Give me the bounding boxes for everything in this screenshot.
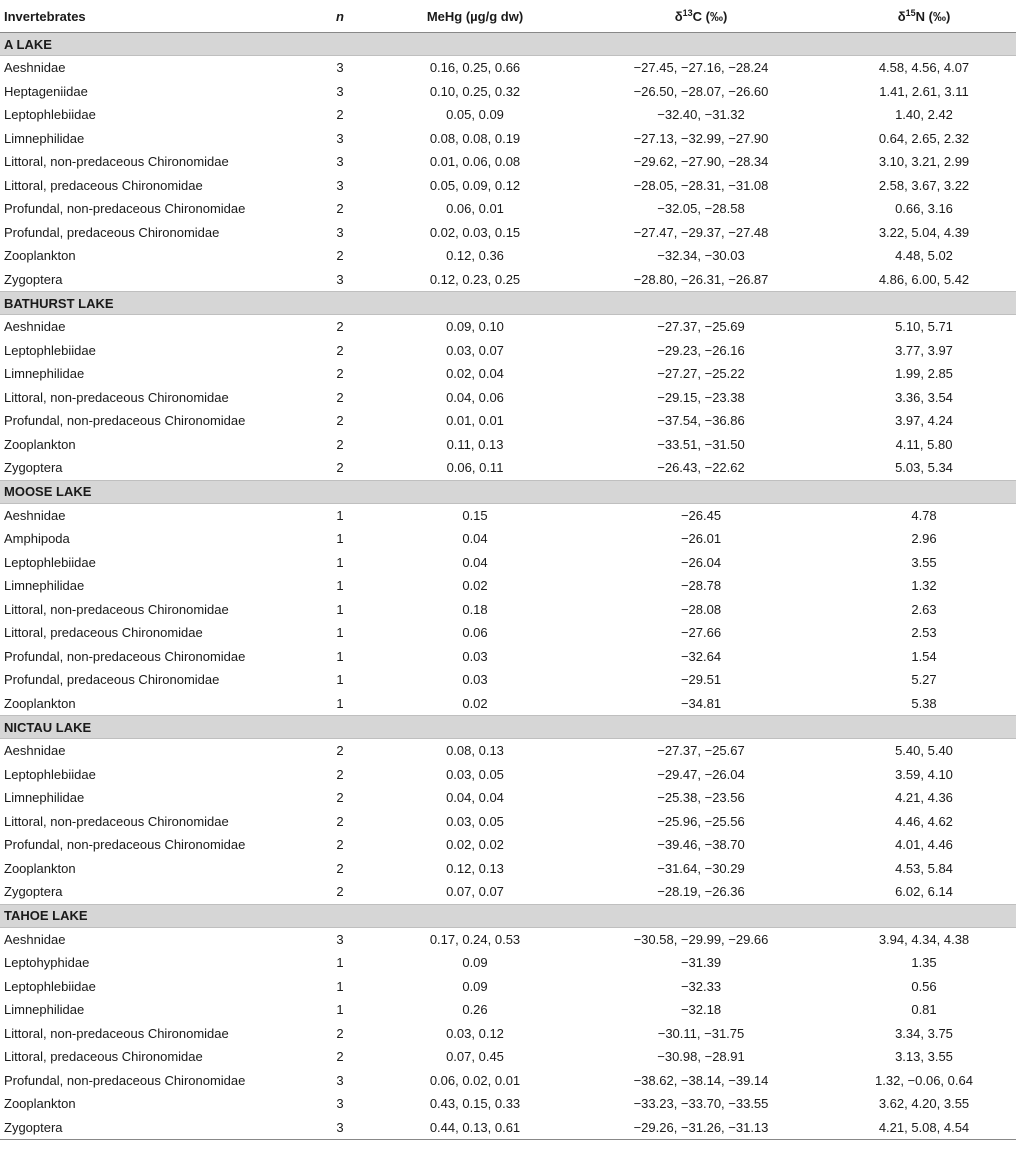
cell-mehg: 0.04, 0.06: [446, 389, 504, 405]
cell-mehg: 0.15: [462, 507, 488, 523]
table-row: [0, 1045, 1016, 1069]
cell-d15n: 3.77, 3.97: [895, 342, 953, 358]
table-row: [0, 197, 1016, 221]
cell-d15n: 6.02, 6.14: [895, 884, 953, 900]
cell-taxon: Limnephilidae: [4, 130, 85, 146]
table-row: [0, 739, 1016, 763]
section-header-row: [0, 480, 1016, 503]
cell-n: 2: [336, 366, 344, 382]
cell-mehg: 0.03, 0.05: [446, 766, 504, 782]
cell-taxon: Profundal, non-predaceous Chironomidae: [4, 648, 246, 664]
cell-mehg: 0.03: [462, 672, 488, 688]
cell-d13c: −28.19, −26.36: [657, 884, 745, 900]
cell-d13c: −30.98, −28.91: [657, 1049, 745, 1065]
cell-taxon: Leptohyphidae: [4, 955, 90, 971]
cell-taxon: Leptophlebiidae: [4, 107, 96, 123]
cell-d13c: −27.47, −29.37, −27.48: [633, 224, 769, 240]
cell-taxon: Profundal, non-predaceous Chironomidae: [4, 837, 246, 853]
table-row: [0, 857, 1016, 881]
cell-mehg: 0.07, 0.07: [446, 884, 504, 900]
cell-d15n: 4.86, 6.00, 5.42: [878, 271, 970, 287]
cell-n: 2: [336, 1025, 344, 1041]
section-header-row: [0, 904, 1016, 927]
table-row: [0, 362, 1016, 386]
cell-d13c: −26.04: [680, 554, 722, 570]
cell-taxon: Zygoptera: [4, 460, 63, 476]
cell-d15n: 1.41, 2.61, 3.11: [879, 83, 969, 99]
cell-d15n: 2.53: [911, 625, 937, 641]
table-row: [0, 103, 1016, 127]
table-row: [0, 951, 1016, 975]
table-row: [0, 386, 1016, 410]
table-row: [0, 975, 1016, 999]
cell-mehg: 0.17, 0.24, 0.53: [429, 931, 521, 947]
cell-n: 3: [336, 130, 344, 146]
cell-n: 2: [336, 107, 344, 123]
cell-mehg: 0.03, 0.05: [446, 813, 504, 829]
cell-taxon: Leptophlebiidae: [4, 342, 96, 358]
cell-mehg: 0.18: [462, 601, 488, 617]
cell-taxon: Limnephilidae: [4, 1002, 85, 1018]
cell-d15n: 4.53, 5.84: [895, 860, 953, 876]
cell-mehg: 0.09: [462, 955, 488, 971]
cell-d15n: 5.10, 5.71: [895, 319, 953, 335]
cell-d13c: −28.80, −26.31, −26.87: [633, 271, 769, 287]
cell-d15n: 4.58, 4.56, 4.07: [878, 60, 970, 76]
header-d13c-sup: 13: [682, 7, 693, 18]
cell-mehg: 0.03, 0.07: [446, 342, 504, 358]
cell-d15n: 4.78: [911, 507, 937, 523]
cell-d15n: 2.63: [911, 601, 937, 617]
cell-n: 3: [336, 271, 344, 287]
cell-taxon: Leptophlebiidae: [4, 766, 96, 782]
cell-mehg: 0.02: [462, 578, 488, 594]
table-row: [0, 786, 1016, 810]
cell-d15n: 2.96: [911, 531, 937, 547]
table-row: [0, 150, 1016, 174]
table-row: [0, 503, 1016, 527]
cell-d13c: −30.11, −31.75: [657, 1025, 745, 1041]
cell-mehg: 0.06, 0.01: [446, 201, 504, 217]
cell-d15n: 3.10, 3.21, 2.99: [878, 154, 970, 170]
cell-taxon: Littoral, predaceous Chironomidae: [4, 177, 203, 193]
cell-taxon: Leptophlebiidae: [4, 554, 96, 570]
cell-n: 2: [336, 460, 344, 476]
header-n: n: [300, 0, 380, 33]
cell-n: 2: [336, 884, 344, 900]
header-mehg: MeHg (µg/g dw): [380, 0, 570, 33]
cell-taxon: Zooplankton: [4, 695, 76, 711]
header-d13c: [570, 0, 832, 33]
cell-n: 3: [300, 1116, 380, 1140]
table-row: [0, 1069, 1016, 1093]
cell-n: 1: [336, 672, 344, 688]
cell-n: 1: [336, 531, 344, 547]
table-row: [0, 221, 1016, 245]
cell-n: 2: [336, 1049, 344, 1065]
cell-d15n: 1.54: [911, 648, 937, 664]
table-row: [0, 409, 1016, 433]
cell-d13c: −30.58, −29.99, −29.66: [633, 931, 769, 947]
cell-d13c: −29.62, −27.90, −28.34: [633, 154, 769, 170]
cell-taxon: Limnephilidae: [4, 578, 85, 594]
cell-n: 2: [336, 248, 344, 264]
cell-d15n: 1.99, 2.85: [895, 366, 953, 382]
cell-taxon: Littoral, non-predaceous Chironomidae: [4, 601, 229, 617]
cell-d15n: 1.32: [911, 578, 937, 594]
cell-mehg: 0.16, 0.25, 0.66: [429, 60, 521, 76]
cell-d15n: 0.81: [911, 1002, 937, 1018]
cell-n: 3: [336, 1072, 344, 1088]
cell-taxon: Profundal, non-predaceous Chironomidae: [4, 413, 246, 429]
table-row: [0, 527, 1016, 551]
cell-d15n: 4.21, 5.08, 4.54: [832, 1116, 1016, 1140]
cell-taxon: Heptageniidae: [4, 83, 88, 99]
cell-d13c: −32.18: [680, 1002, 722, 1018]
cell-mehg: 0.04: [462, 554, 488, 570]
cell-d15n: 2.58, 3.67, 3.22: [878, 177, 970, 193]
cell-n: 1: [336, 625, 344, 641]
table-row: [0, 56, 1016, 80]
table-row: [0, 1092, 1016, 1116]
cell-mehg: 0.05, 0.09: [446, 107, 504, 123]
cell-n: 2: [336, 201, 344, 217]
header-row: [0, 0, 1016, 33]
cell-mehg: 0.03: [462, 648, 488, 664]
cell-d13c: −28.05, −28.31, −31.08: [633, 177, 769, 193]
cell-mehg: 0.09, 0.10: [446, 319, 504, 335]
cell-taxon: Zygoptera: [0, 1116, 300, 1140]
cell-n: 3: [336, 60, 344, 76]
cell-d13c: −33.23, −33.70, −33.55: [633, 1096, 769, 1112]
cell-d13c: −29.15, −23.38: [657, 389, 745, 405]
cell-taxon: Aeshnidae: [4, 507, 66, 523]
table-row: [0, 551, 1016, 575]
cell-d13c: −33.51, −31.50: [657, 436, 745, 452]
table-row: [0, 574, 1016, 598]
cell-d13c: −26.43, −22.62: [657, 460, 745, 476]
table-row: [0, 763, 1016, 787]
cell-d13c: −32.33: [680, 978, 722, 994]
cell-mehg: 0.02, 0.02: [446, 837, 504, 853]
cell-d15n: 5.03, 5.34: [895, 460, 953, 476]
section-title: TAHOE LAKE: [0, 904, 1016, 927]
section-header-row: [0, 33, 1016, 56]
cell-mehg: 0.11, 0.13: [446, 436, 504, 452]
cell-d15n: 4.11, 5.80: [895, 436, 953, 452]
cell-d13c: −26.50, −28.07, −26.60: [633, 83, 769, 99]
cell-d15n: 1.32, −0.06, 0.64: [875, 1072, 973, 1088]
section-header-row: [0, 292, 1016, 315]
cell-n: 2: [336, 743, 344, 759]
cell-taxon: Zooplankton: [4, 1096, 76, 1112]
cell-d15n: 5.38: [911, 695, 937, 711]
table-body: [0, 33, 1016, 1140]
cell-d13c: −31.64, −30.29: [657, 860, 745, 876]
cell-n: 1: [336, 648, 344, 664]
cell-d15n: 3.62, 4.20, 3.55: [878, 1096, 970, 1112]
cell-mehg: 0.08, 0.08, 0.19: [429, 130, 521, 146]
table-row: [0, 268, 1016, 292]
cell-d13c: −25.96, −25.56: [657, 813, 745, 829]
cell-mehg: 0.10, 0.25, 0.32: [429, 83, 521, 99]
cell-n: 2: [336, 389, 344, 405]
cell-n: 3: [336, 154, 344, 170]
section-header-row: [0, 716, 1016, 739]
cell-mehg: 0.43, 0.15, 0.33: [429, 1096, 521, 1112]
cell-d13c: −27.13, −32.99, −27.90: [633, 130, 769, 146]
cell-n: 2: [336, 790, 344, 806]
cell-d13c: −39.46, −38.70: [657, 837, 745, 853]
cell-n: 1: [336, 1002, 344, 1018]
cell-mehg: 0.12, 0.36: [446, 248, 504, 264]
cell-n: 1: [336, 978, 344, 994]
cell-taxon: Profundal, non-predaceous Chironomidae: [4, 1072, 246, 1088]
cell-d15n: 3.94, 4.34, 4.38: [878, 931, 970, 947]
cell-taxon: Zygoptera: [4, 884, 63, 900]
cell-d13c: −29.51: [680, 672, 722, 688]
cell-n: 3: [336, 177, 344, 193]
cell-mehg: 0.05, 0.09, 0.12: [429, 177, 521, 193]
cell-mehg: 0.03, 0.12: [446, 1025, 504, 1041]
cell-d15n: 0.56: [911, 978, 937, 994]
cell-d15n: 3.13, 3.55: [895, 1049, 953, 1065]
cell-taxon: Littoral, non-predaceous Chironomidae: [4, 1025, 229, 1041]
cell-d13c: −28.08: [680, 601, 722, 617]
table-row: [0, 1116, 1016, 1140]
cell-mehg: 0.02: [462, 695, 488, 711]
cell-d13c: −34.81: [680, 695, 722, 711]
cell-mehg: 0.02, 0.04: [446, 366, 504, 382]
cell-d15n: 3.36, 3.54: [895, 389, 953, 405]
cell-mehg: 0.01, 0.06, 0.08: [429, 154, 521, 170]
cell-d15n: 3.34, 3.75: [895, 1025, 953, 1041]
table-row: [0, 80, 1016, 104]
cell-d15n: 0.64, 2.65, 2.32: [878, 130, 970, 146]
table-row: [0, 692, 1016, 716]
table-row: [0, 998, 1016, 1022]
cell-taxon: Zygoptera: [4, 271, 63, 287]
cell-d15n: 0.66, 3.16: [895, 201, 953, 217]
table-row: [0, 339, 1016, 363]
header-invertebrates: Invertebrates: [0, 0, 300, 33]
header-d13c-suffix: C (‰): [692, 8, 728, 24]
cell-n: 2: [336, 813, 344, 829]
cell-d13c: −29.26, −31.26, −31.13: [570, 1116, 832, 1140]
cell-d15n: 3.55: [911, 554, 937, 570]
table-row: [0, 456, 1016, 480]
table-row: [0, 127, 1016, 151]
cell-d15n: 3.59, 4.10: [895, 766, 953, 782]
cell-mehg: 0.04, 0.04: [446, 790, 504, 806]
cell-n: 2: [336, 860, 344, 876]
cell-d13c: −37.54, −36.86: [657, 413, 745, 429]
table-row: [0, 433, 1016, 457]
cell-d13c: −29.23, −26.16: [657, 342, 745, 358]
cell-mehg: 0.06, 0.02, 0.01: [429, 1072, 521, 1088]
header-d15n-suffix: N (‰): [915, 8, 951, 24]
cell-n: 3: [336, 1096, 344, 1112]
table-row: [0, 927, 1016, 951]
cell-taxon: Aeshnidae: [4, 60, 66, 76]
cell-taxon: Zooplankton: [4, 860, 76, 876]
cell-taxon: Profundal, predaceous Chironomidae: [4, 672, 220, 688]
table-row: [0, 598, 1016, 622]
cell-n: 2: [336, 837, 344, 853]
table-row: [0, 645, 1016, 669]
cell-mehg: 0.12, 0.23, 0.25: [429, 271, 521, 287]
table-row: [0, 810, 1016, 834]
cell-mehg: 0.44, 0.13, 0.61: [380, 1116, 570, 1140]
cell-d13c: −32.34, −30.03: [657, 248, 745, 264]
cell-d15n: 3.97, 4.24: [895, 413, 953, 429]
cell-d13c: −29.47, −26.04: [657, 766, 745, 782]
cell-taxon: Zooplankton: [4, 248, 76, 264]
table-row: [0, 621, 1016, 645]
cell-mehg: 0.07, 0.45: [446, 1049, 504, 1065]
header-d15n-prefix: δ: [897, 8, 906, 24]
cell-taxon: Leptophlebiidae: [4, 978, 96, 994]
cell-mehg: 0.06, 0.11: [446, 460, 504, 476]
cell-d13c: −32.40, −31.32: [657, 107, 745, 123]
table-row: [0, 668, 1016, 692]
cell-taxon: Profundal, predaceous Chironomidae: [4, 224, 220, 240]
cell-n: 3: [336, 931, 344, 947]
cell-d13c: −26.01: [680, 531, 722, 547]
cell-d15n: 3.22, 5.04, 4.39: [878, 224, 970, 240]
cell-n: 3: [336, 83, 344, 99]
header-d13c-prefix: δ: [674, 8, 683, 24]
cell-n: 1: [336, 601, 344, 617]
cell-taxon: Littoral, non-predaceous Chironomidae: [4, 154, 229, 170]
cell-d15n: 1.35: [911, 955, 937, 971]
cell-mehg: 0.12, 0.13: [446, 860, 504, 876]
cell-n: 1: [336, 554, 344, 570]
cell-d13c: −27.37, −25.69: [657, 319, 745, 335]
table-row: [0, 244, 1016, 268]
section-title: A LAKE: [0, 33, 1016, 56]
cell-mehg: 0.01, 0.01: [446, 413, 504, 429]
cell-d13c: −27.27, −25.22: [657, 366, 745, 382]
cell-taxon: Zooplankton: [4, 436, 76, 452]
table-row: [0, 880, 1016, 904]
cell-n: 1: [336, 955, 344, 971]
cell-n: 2: [336, 413, 344, 429]
cell-taxon: Profundal, non-predaceous Chironomidae: [4, 201, 246, 217]
cell-d13c: −31.39: [680, 955, 722, 971]
cell-taxon: Amphipoda: [4, 531, 70, 547]
cell-mehg: 0.09: [462, 978, 488, 994]
cell-d15n: 5.27: [911, 672, 937, 688]
cell-mehg: 0.04: [462, 531, 488, 547]
cell-n: 2: [336, 766, 344, 782]
cell-taxon: Aeshnidae: [4, 931, 66, 947]
cell-taxon: Littoral, predaceous Chironomidae: [4, 625, 203, 641]
cell-taxon: Littoral, non-predaceous Chironomidae: [4, 389, 229, 405]
cell-d13c: −27.37, −25.67: [657, 743, 745, 759]
cell-taxon: Littoral, non-predaceous Chironomidae: [4, 813, 229, 829]
cell-taxon: Limnephilidae: [4, 366, 85, 382]
section-title: BATHURST LAKE: [0, 292, 1016, 315]
cell-d13c: −25.38, −23.56: [657, 790, 745, 806]
cell-d13c: −28.78: [680, 578, 722, 594]
cell-d13c: −26.45: [680, 507, 722, 523]
cell-d15n: 4.46, 4.62: [895, 813, 953, 829]
cell-n: 2: [336, 342, 344, 358]
cell-d13c: −32.05, −28.58: [657, 201, 745, 217]
table-row: [0, 315, 1016, 339]
cell-taxon: Aeshnidae: [4, 319, 66, 335]
cell-n: 1: [336, 578, 344, 594]
table-row: [0, 1022, 1016, 1046]
cell-d13c: −27.66: [680, 625, 722, 641]
cell-mehg: 0.02, 0.03, 0.15: [429, 224, 521, 240]
cell-d15n: 4.21, 4.36: [895, 790, 953, 806]
table-row: [0, 174, 1016, 198]
cell-d13c: −38.62, −38.14, −39.14: [633, 1072, 769, 1088]
cell-taxon: Littoral, predaceous Chironomidae: [4, 1049, 203, 1065]
cell-taxon: Aeshnidae: [4, 743, 66, 759]
cell-mehg: 0.26: [462, 1002, 488, 1018]
cell-d15n: 4.01, 4.46: [895, 837, 953, 853]
cell-taxon: Limnephilidae: [4, 790, 85, 806]
cell-d13c: −27.45, −27.16, −28.24: [633, 60, 769, 76]
header-d15n-sup: 15: [905, 7, 916, 18]
cell-mehg: 0.08, 0.13: [446, 743, 504, 759]
cell-n: 2: [336, 436, 344, 452]
cell-n: 1: [336, 695, 344, 711]
cell-d15n: 4.48, 5.02: [895, 248, 953, 264]
section-title: NICTAU LAKE: [0, 716, 1016, 739]
cell-n: 1: [336, 507, 344, 523]
cell-d13c: −32.64: [680, 648, 722, 664]
header-d15n: [832, 0, 1016, 33]
cell-n: 3: [336, 224, 344, 240]
table-row: [0, 833, 1016, 857]
section-title: MOOSE LAKE: [0, 480, 1016, 503]
cell-d15n: 1.40, 2.42: [895, 107, 953, 123]
cell-mehg: 0.06: [462, 625, 488, 641]
cell-d15n: 5.40, 5.40: [895, 743, 953, 759]
cell-n: 2: [336, 319, 344, 335]
